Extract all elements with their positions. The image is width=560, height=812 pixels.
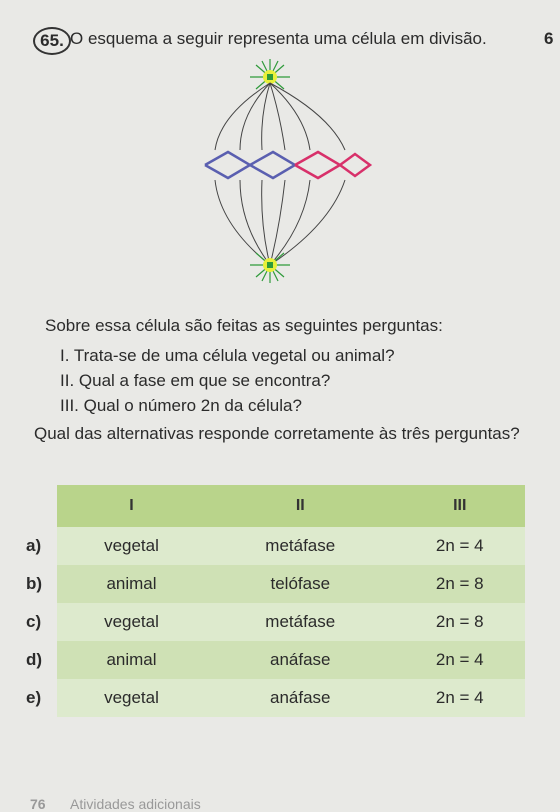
cell-division-diagram <box>180 55 380 285</box>
cell-2n: 2n = 4 <box>395 527 525 565</box>
answer-table <box>25 485 525 717</box>
option-letter: b) <box>26 574 43 593</box>
column-header: II <box>206 485 395 527</box>
cell-type: vegetal <box>57 603 206 641</box>
question-item: III. Qual o número 2n da célula? <box>60 396 302 415</box>
question-item: I. Trata-se de uma célula vegetal ou animal? <box>60 346 395 365</box>
option-letter: a) <box>26 536 42 555</box>
table-row[interactable] <box>25 603 525 641</box>
question-list <box>60 343 395 418</box>
table-row[interactable] <box>25 527 525 565</box>
footer-section: Atividades adicionais <box>70 796 201 812</box>
cell-phase: anáfase <box>206 679 395 717</box>
table-header-row <box>25 485 525 527</box>
column-header: I <box>57 485 206 527</box>
cell-2n: 2n = 4 <box>395 641 525 679</box>
cell-phase: metáfase <box>206 527 395 565</box>
page-marker: 6 <box>544 29 554 48</box>
header-blank <box>25 485 57 527</box>
cell-type: animal <box>57 565 206 603</box>
cell-type: animal <box>57 641 206 679</box>
column-header: III <box>395 485 525 527</box>
table-row[interactable] <box>25 565 525 603</box>
option-letter: e) <box>26 688 42 707</box>
cell-phase: anáfase <box>206 641 395 679</box>
cell-phase: telófase <box>206 565 395 603</box>
bottom-aster <box>250 253 290 283</box>
chromosomes-blue <box>205 152 295 178</box>
cell-type: vegetal <box>57 527 206 565</box>
cell-type: vegetal <box>57 679 206 717</box>
cell-2n: 2n = 8 <box>395 565 525 603</box>
question-title: O esquema a seguir representa uma célula em divisão. <box>70 29 487 48</box>
chromosomes-pink <box>295 152 370 178</box>
option-letter: c) <box>26 612 42 631</box>
question-number: 65. <box>33 27 71 55</box>
table-row[interactable] <box>25 679 525 717</box>
cell-phase: metáfase <box>206 603 395 641</box>
question-item: II. Qual a fase em que se encontra? <box>60 371 331 390</box>
cell-2n: 2n = 4 <box>395 679 525 717</box>
page-number: 76 <box>30 796 46 812</box>
cell-2n: 2n = 8 <box>395 603 525 641</box>
table-row[interactable] <box>25 641 525 679</box>
option-letter: d) <box>26 650 43 669</box>
intro-text: Sobre essa célula são feitas as seguintes perguntas: <box>45 316 443 335</box>
prompt-text: Qual das alternativas responde corretamente às três perguntas? <box>34 424 520 443</box>
